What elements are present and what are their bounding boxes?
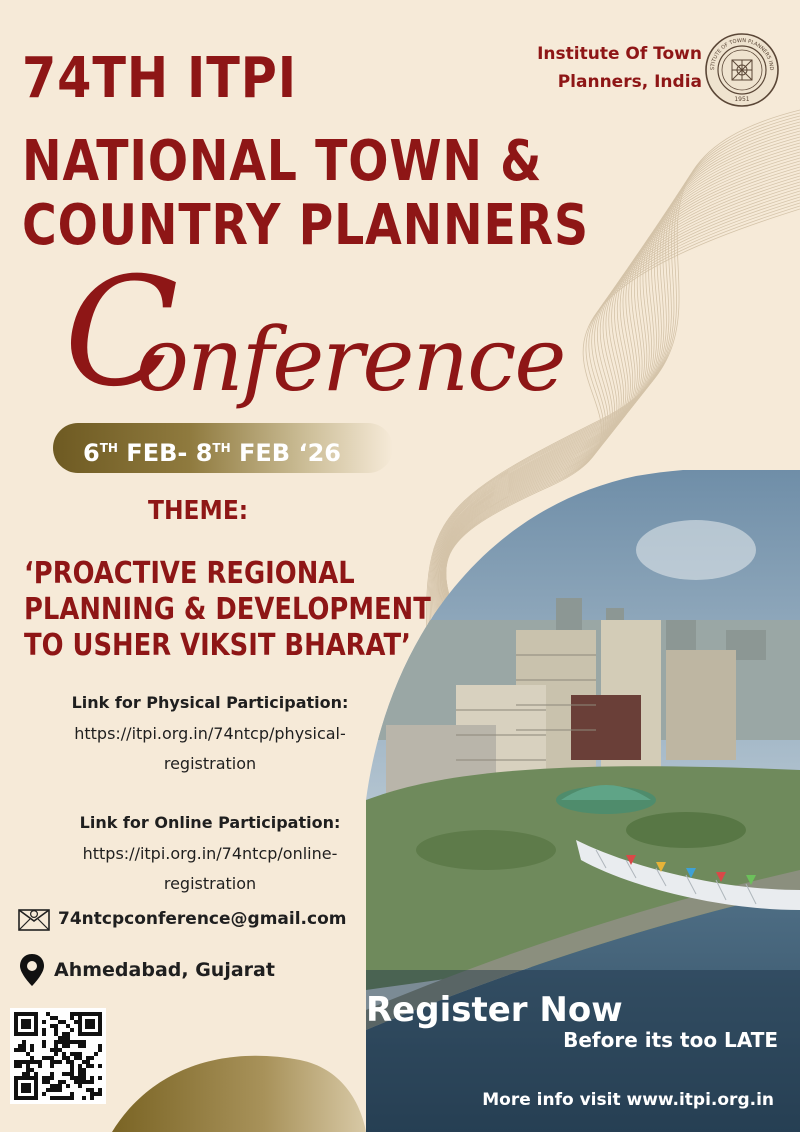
qr-module xyxy=(98,1076,102,1080)
qr-module xyxy=(42,1080,46,1084)
qr-module xyxy=(54,1096,58,1100)
qr-module xyxy=(78,1044,82,1048)
qr-module xyxy=(54,1052,58,1056)
qr-module xyxy=(98,1092,102,1096)
start-day-suffix: TH xyxy=(99,441,118,455)
qr-module xyxy=(22,1048,26,1052)
qr-module xyxy=(58,1060,62,1064)
qr-module xyxy=(74,1040,78,1044)
qr-module xyxy=(26,1064,30,1068)
qr-module xyxy=(66,1056,70,1060)
qr-module xyxy=(62,1040,66,1044)
qr-module xyxy=(54,1032,58,1036)
qr-module xyxy=(46,1080,50,1084)
qr-module xyxy=(78,1084,82,1088)
qr-module xyxy=(70,1064,74,1068)
qr-module xyxy=(46,1088,50,1092)
qr-module xyxy=(98,1064,102,1068)
qr-module xyxy=(18,1064,22,1068)
end-month: FEB xyxy=(239,439,291,467)
theme-line-1: ‘PROACTIVE REGIONAL xyxy=(24,556,355,591)
qr-module xyxy=(58,1080,62,1084)
qr-module xyxy=(66,1024,70,1028)
qr-module xyxy=(26,1072,30,1076)
dates-text xyxy=(83,423,341,473)
online-participation-title: Link for Online Participation: xyxy=(79,813,341,832)
qr-module xyxy=(22,1040,26,1044)
qr-module xyxy=(78,1080,82,1084)
map-pin-icon xyxy=(18,952,46,988)
physical-participation-block xyxy=(20,693,400,779)
qr-module xyxy=(34,1060,38,1064)
qr-module xyxy=(82,1040,86,1044)
qr-module xyxy=(86,1060,90,1064)
qr-module xyxy=(50,1088,54,1092)
qr-module xyxy=(86,1080,90,1084)
physical-url-line-2[interactable]: registration xyxy=(163,754,257,773)
qr-module xyxy=(66,1096,70,1100)
physical-registration-link[interactable] xyxy=(20,719,400,779)
qr-module xyxy=(46,1012,50,1016)
qr-module xyxy=(42,1032,46,1036)
qr-module xyxy=(50,1056,54,1060)
qr-module xyxy=(62,1080,66,1084)
qr-module xyxy=(62,1044,66,1048)
qr-module xyxy=(30,1060,34,1064)
qr-module xyxy=(70,1076,74,1080)
qr-module xyxy=(78,1040,82,1044)
qr-module xyxy=(62,1056,66,1060)
qr-module xyxy=(66,1072,70,1076)
qr-module xyxy=(54,1044,58,1048)
qr-module xyxy=(74,1056,78,1060)
registration-qr-code[interactable] xyxy=(10,1008,106,1104)
qr-module xyxy=(42,1044,46,1048)
qr-module xyxy=(50,1048,54,1052)
organization-name xyxy=(537,40,702,96)
email-address[interactable]: 74ntcpconference@gmail.com xyxy=(58,909,347,929)
qr-module xyxy=(82,1060,86,1064)
qr-module xyxy=(70,1092,74,1096)
qr-module xyxy=(78,1064,82,1068)
qr-module xyxy=(30,1044,34,1048)
year: ‘26 xyxy=(298,439,341,467)
qr-module xyxy=(70,1068,74,1072)
start-month: FEB- xyxy=(126,439,188,467)
qr-module xyxy=(26,1060,30,1064)
qr-module xyxy=(78,1052,82,1056)
qr-module xyxy=(22,1044,26,1048)
location-text: Ahmedabad, Gujarat xyxy=(54,959,275,981)
qr-module xyxy=(86,1064,90,1068)
qr-module xyxy=(22,1060,26,1064)
qr-module xyxy=(50,1060,54,1064)
org-name-line-1: Institute Of Town xyxy=(537,44,702,64)
qr-module xyxy=(22,1072,26,1076)
qr-module xyxy=(54,1048,58,1052)
qr-module xyxy=(62,1020,66,1024)
qr-module xyxy=(54,1040,58,1044)
qr-module xyxy=(30,1048,34,1052)
qr-module xyxy=(58,1084,62,1088)
qr-module xyxy=(90,1064,94,1068)
qr-module xyxy=(50,1072,54,1076)
qr-module xyxy=(66,1044,70,1048)
qr-module xyxy=(82,1072,86,1076)
qr-module xyxy=(18,1060,22,1064)
qr-module xyxy=(70,1012,74,1016)
qr-module xyxy=(14,1060,18,1064)
itpi-seal-logo xyxy=(704,32,780,108)
qr-module xyxy=(70,1060,74,1064)
theme-line-3: TO USHER VIKSIT BHARAT’ xyxy=(24,628,411,663)
qr-module xyxy=(82,1068,86,1072)
qr-module xyxy=(74,1080,78,1084)
qr-module xyxy=(78,1072,82,1076)
qr-module xyxy=(66,1084,70,1088)
qr-module xyxy=(54,1088,58,1092)
qr-module xyxy=(42,1076,46,1080)
qr-module xyxy=(90,1076,94,1080)
email-contact[interactable] xyxy=(18,906,346,932)
theme-line-2: PLANNING & DEVELOPMENT xyxy=(24,592,431,627)
qr-module xyxy=(66,1032,70,1036)
qr-module xyxy=(58,1096,62,1100)
qr-module xyxy=(50,1084,54,1088)
location-contact xyxy=(18,952,275,988)
online-participation-block xyxy=(20,813,400,899)
conference-initial: C xyxy=(64,246,179,420)
qr-module xyxy=(86,1088,90,1092)
qr-module xyxy=(82,1076,86,1080)
qr-module xyxy=(30,1068,34,1072)
qr-module xyxy=(50,1076,54,1080)
dates-banner xyxy=(53,423,393,473)
qr-module xyxy=(90,1080,94,1084)
qr-module xyxy=(74,1012,78,1016)
end-day: 8 xyxy=(195,439,213,467)
qr-module xyxy=(70,1016,74,1020)
qr-module xyxy=(46,1056,50,1060)
qr-module xyxy=(42,1092,46,1096)
qr-module xyxy=(46,1076,50,1080)
qr-module xyxy=(78,1076,82,1080)
conference-script-word xyxy=(64,246,565,420)
org-name-line-2: Planners, India xyxy=(557,72,702,92)
qr-module xyxy=(42,1040,46,1044)
qr-module xyxy=(70,1040,74,1044)
qr-module xyxy=(14,1048,18,1052)
title-line-2: NATIONAL TOWN & xyxy=(22,129,543,194)
qr-module xyxy=(66,1060,70,1064)
physical-url-line-1[interactable]: https://itpi.org.in/74ntcp/physical- xyxy=(74,724,346,743)
qr-module xyxy=(90,1056,94,1060)
qr-module xyxy=(70,1052,74,1056)
qr-module xyxy=(54,1028,58,1032)
qr-module xyxy=(50,1096,54,1100)
title-line-3: COUNTRY PLANNERS xyxy=(22,193,589,258)
qr-module xyxy=(90,1092,94,1096)
qr-module xyxy=(90,1096,94,1100)
qr-module xyxy=(98,1048,102,1052)
qr-module xyxy=(50,1016,54,1020)
qr-module xyxy=(58,1040,62,1044)
qr-module xyxy=(74,1052,78,1056)
qr-module xyxy=(62,1032,66,1036)
qr-module xyxy=(98,1044,102,1048)
qr-module xyxy=(38,1060,42,1064)
qr-module xyxy=(86,1056,90,1060)
qr-module xyxy=(34,1072,38,1076)
qr-module xyxy=(42,1020,46,1024)
qr-module xyxy=(50,1024,54,1028)
more-info-text[interactable]: More info visit www.itpi.org.in xyxy=(482,1090,774,1110)
qr-module xyxy=(94,1052,98,1056)
qr-module xyxy=(94,1092,98,1096)
title-line-1: 74TH ITPI xyxy=(22,46,297,111)
qr-module xyxy=(26,1052,30,1056)
qr-module xyxy=(26,1068,30,1072)
qr-module xyxy=(18,1048,22,1052)
qr-module xyxy=(14,1064,18,1068)
qr-module xyxy=(54,1060,58,1064)
before-late-subtext: Before its too LATE xyxy=(563,1028,778,1052)
qr-module xyxy=(50,1064,54,1068)
qr-module xyxy=(98,1088,102,1092)
qr-module xyxy=(66,1036,70,1040)
qr-module xyxy=(54,1016,58,1020)
qr-module xyxy=(62,1036,66,1040)
qr-module xyxy=(90,1088,94,1092)
physical-participation-title: Link for Physical Participation: xyxy=(71,693,349,712)
end-day-suffix: TH xyxy=(212,441,231,455)
qr-module xyxy=(70,1072,74,1076)
theme-label: THEME: xyxy=(148,496,249,526)
qr-module xyxy=(54,1084,58,1088)
qr-module xyxy=(74,1020,78,1024)
qr-module xyxy=(74,1076,78,1080)
theme-text xyxy=(24,556,431,664)
online-url-line-2[interactable]: registration xyxy=(163,874,257,893)
qr-module xyxy=(82,1044,86,1048)
qr-module xyxy=(82,1096,86,1100)
qr-module xyxy=(82,1080,86,1084)
conference-rest: onference xyxy=(136,308,565,411)
qr-module xyxy=(18,1044,22,1048)
register-now-heading[interactable]: Register Now xyxy=(366,990,623,1030)
qr-module xyxy=(54,1024,58,1028)
qr-module xyxy=(62,1052,66,1056)
online-registration-link[interactable] xyxy=(20,839,400,899)
qr-module xyxy=(70,1096,74,1100)
online-url-line-1[interactable]: https://itpi.org.in/74ntcp/online- xyxy=(82,844,338,863)
qr-module xyxy=(58,1020,62,1024)
qr-module xyxy=(42,1028,46,1032)
qr-module xyxy=(62,1096,66,1100)
qr-module xyxy=(66,1040,70,1044)
qr-module xyxy=(58,1088,62,1092)
logo-year: 1951 xyxy=(734,96,750,103)
logo-ring-text: STITUTE OF TOWN PLANNERS IND xyxy=(709,37,775,71)
qr-module xyxy=(70,1028,74,1032)
start-day: 6 xyxy=(83,439,100,467)
qr-module xyxy=(38,1064,42,1068)
qr-module xyxy=(30,1056,34,1060)
qr-module xyxy=(58,1036,62,1040)
email-envelope-icon xyxy=(18,906,50,932)
qr-module xyxy=(78,1068,82,1072)
qr-module xyxy=(42,1056,46,1060)
qr-module xyxy=(58,1048,62,1052)
qr-module xyxy=(78,1056,82,1060)
qr-module xyxy=(62,1072,66,1076)
